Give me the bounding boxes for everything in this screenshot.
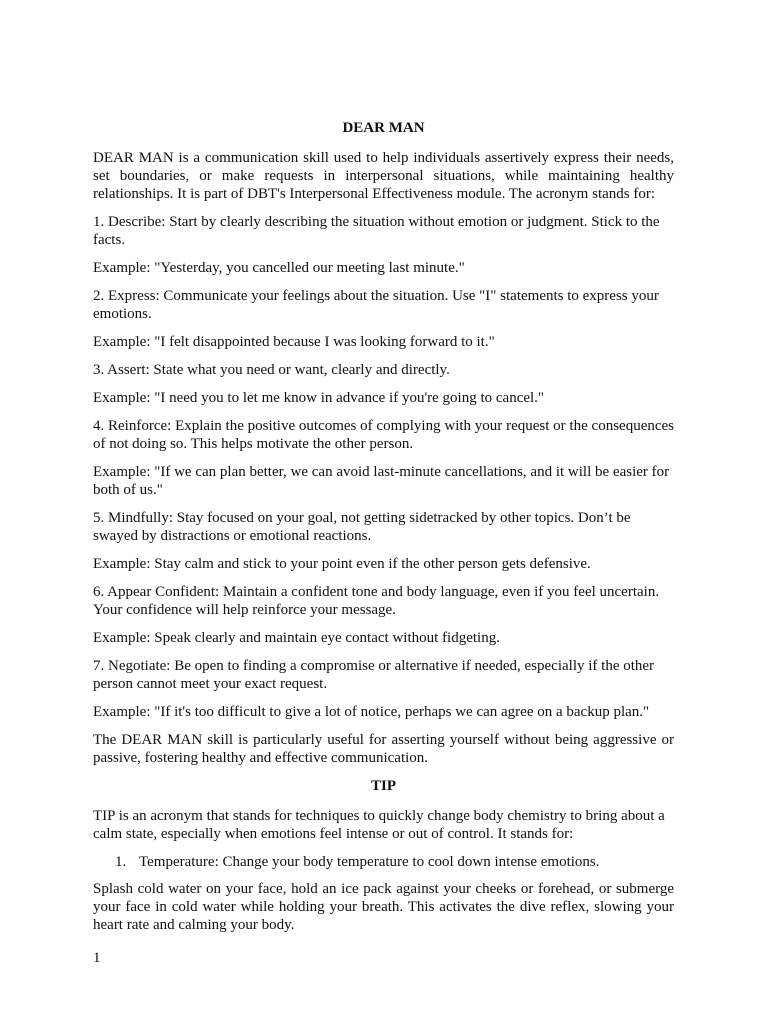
mindfully-step: 5. Mindfully: Stay focused on your goal, not getting sidetracked by other topics. Don’t be swayed by distractions or emotional reactions. (93, 510, 631, 544)
negotiate-step: 7. Negotiate: Be open to finding a compromise or alternative if needed, especially if the other person cannot meet your exact request. (93, 658, 655, 692)
list-number: 1. (115, 854, 127, 870)
reinforce-example: Example: "If we can plan better, we can avoid last-minute cancellations, and it will be easier for both of us." (93, 464, 670, 498)
tip-intro: TIP is an acronym that stands for techniques to quickly change body chemistry to bring about a calm state, especially when emotions feel intense or out of control. It stands for: (93, 808, 665, 842)
express-step: 2. Express: Communicate your feelings about the situation. Use "I" statements to express your emotions. (93, 288, 659, 322)
dear-man-intro: DEAR MAN is a communication skill used to help individuals assertively express their needs, set boundaries, or make requests in interpersonal situations, while maintaining healthy relationships. It is part of DBT's Interpersonal Effectiveness module. The acronym stands for: (93, 150, 674, 202)
appear-confident-example: Example: Speak clearly and maintain eye contact without fidgeting. (93, 630, 500, 646)
describe-example: Example: "Yesterday, you cancelled our meeting last minute." (93, 260, 465, 276)
appear-confident-step: 6. Appear Confident: Maintain a confident tone and body language, even if you feel uncertain. Your confidence will help reinforce your message. (93, 584, 660, 618)
temperature-detail: Splash cold water on your face, hold an ice pack against your cheeks or forehead, or submerge your face in cold water while holding your breath. This activates the dive reflex, slowing your heart rate and calming your body. (93, 881, 674, 933)
reinforce-step: 4. Reinforce: Explain the positive outcomes of complying with your request or the consequences of not doing so. This helps motivate the other person. (93, 418, 674, 452)
tip-heading: TIP (370, 778, 396, 794)
assert-step: 3. Assert: State what you need or want, clearly and directly. (93, 362, 450, 378)
temperature-list-item (93, 853, 674, 871)
temperature-text: Temperature: Change your body temperature to cool down intense emotions. (139, 854, 600, 870)
assert-example: Example: "I need you to let me know in advance if you're going to cancel." (93, 390, 545, 406)
dear-man-closing: The DEAR MAN skill is particularly useful for asserting yourself without being aggressive or passive, fostering healthy and effective communication. (93, 732, 674, 766)
describe-step: 1. Describe: Start by clearly describing the situation without emotion or judgment. Stick to the facts. (93, 214, 660, 248)
page-number: 1 (93, 950, 101, 966)
dear-man-heading: DEAR MAN (342, 120, 425, 136)
express-example: Example: "I felt disappointed because I was looking forward to it." (93, 334, 495, 350)
negotiate-example: Example: "If it's too difficult to give a lot of notice, perhaps we can agree on a backup plan." (93, 704, 650, 720)
document-body (93, 119, 674, 944)
mindfully-example: Example: Stay calm and stick to your point even if the other person gets defensive. (93, 556, 591, 572)
